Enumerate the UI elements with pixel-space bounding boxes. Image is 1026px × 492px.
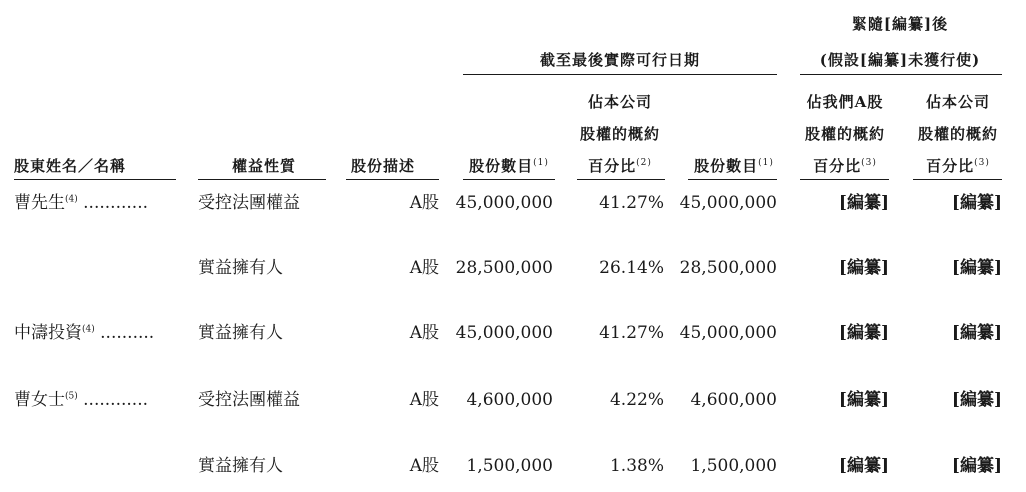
row-pct-a: [編纂] xyxy=(838,456,889,476)
header-pct-company-l3: 百分比$^{(2)}$ xyxy=(588,157,652,175)
header-pct-company-l2: 股權的概約 xyxy=(579,125,661,143)
row-description: A股 xyxy=(409,193,439,213)
header-pct-a-l1: 佔我們A股 xyxy=(806,93,884,111)
row-description: A股 xyxy=(409,390,439,410)
rule-pct xyxy=(577,179,665,180)
row-shares-after: 1,500,000 xyxy=(690,456,777,476)
row-pct-company-after: [編纂] xyxy=(951,258,1002,278)
header-pct-company-after-l3: 百分比$^{(3)}$ xyxy=(926,157,990,175)
header-shares-number: 股份數目$^{(1)}$ xyxy=(469,157,549,175)
row-description: A股 xyxy=(409,456,439,476)
row-pct-a: [編纂] xyxy=(838,258,889,278)
row-pct-a: [編纂] xyxy=(838,390,889,410)
row-pct: 26.14% xyxy=(599,258,664,278)
row-shareholder-name: 中濤投資$^{(4)}$ .......... xyxy=(14,323,155,343)
row-shares: 45,000,000 xyxy=(455,193,553,213)
rule-shareholder-name xyxy=(14,179,176,180)
row-pct: 4.22% xyxy=(609,390,664,410)
row-nature: 實益擁有人 xyxy=(198,323,283,343)
after-group-rule xyxy=(800,74,1002,75)
after-group-header-line1: 緊隨[編纂]後 xyxy=(851,15,949,33)
row-pct-company-after: [編纂] xyxy=(951,390,1002,410)
header-shares-number-after: 股份數目$^{(1)}$ xyxy=(694,157,774,175)
row-shareholder-name: 曹先生$^{(4)}$ ............ xyxy=(14,193,149,213)
rule-description xyxy=(346,179,439,180)
rule-nature xyxy=(198,179,326,180)
row-shares-after: 28,500,000 xyxy=(679,258,777,278)
row-shares: 28,500,000 xyxy=(455,258,553,278)
row-shares: 45,000,000 xyxy=(455,323,553,343)
current-group-header: 截至最後實際可行日期 xyxy=(539,51,701,69)
rule-pct-a xyxy=(800,179,889,180)
header-pct-a-l2: 股權的概約 xyxy=(804,125,886,143)
row-shares-after: 45,000,000 xyxy=(679,323,777,343)
row-nature: 受控法團權益 xyxy=(198,390,300,410)
row-nature: 實益擁有人 xyxy=(198,258,283,278)
row-pct: 1.38% xyxy=(609,456,664,476)
rule-pct-company-after xyxy=(913,179,1002,180)
rule-shares-after xyxy=(688,179,777,180)
header-pct-company-after-l1: 佔本公司 xyxy=(925,93,991,111)
row-pct-company-after: [編纂] xyxy=(951,456,1002,476)
header-pct-company-after-l2: 股權的概約 xyxy=(917,125,999,143)
header-pct-a-l3: 百分比$^{(3)}$ xyxy=(813,157,877,175)
row-pct-a: [編纂] xyxy=(838,193,889,213)
header-share-description: 股份描述 xyxy=(350,157,416,175)
row-description: A股 xyxy=(409,323,439,343)
row-shares: 4,600,000 xyxy=(466,390,553,410)
rule-shares xyxy=(463,179,555,180)
header-pct-company-l1: 佔本公司 xyxy=(587,93,653,111)
row-pct-a: [編纂] xyxy=(838,323,889,343)
row-pct-company-after: [編纂] xyxy=(951,323,1002,343)
header-shareholder-name: 股東姓名／名稱 xyxy=(14,157,127,175)
row-description: A股 xyxy=(409,258,439,278)
row-shares-after: 4,600,000 xyxy=(690,390,777,410)
row-shares-after: 45,000,000 xyxy=(679,193,777,213)
header-nature-of-interest: 權益性質 xyxy=(231,157,297,175)
current-group-rule xyxy=(463,74,777,75)
row-shares: 1,500,000 xyxy=(466,456,553,476)
row-pct: 41.27% xyxy=(599,193,664,213)
row-nature: 實益擁有人 xyxy=(198,456,283,476)
row-pct: 41.27% xyxy=(599,323,664,343)
row-shareholder-name: 曹女士$^{(5)}$ ............ xyxy=(14,390,149,410)
row-nature: 受控法團權益 xyxy=(198,193,300,213)
after-group-header-line2: (假設[編纂]未獲行使) xyxy=(819,51,981,69)
row-pct-company-after: [編纂] xyxy=(951,193,1002,213)
